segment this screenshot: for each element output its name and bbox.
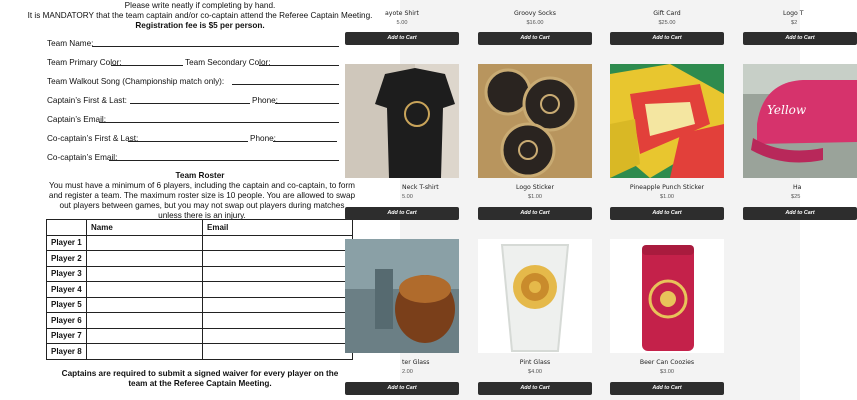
registration-form [0,0,400,400]
coozie-icon[interactable] [610,239,724,353]
player-email-cell[interactable] [203,266,353,282]
player-label: Player 1 [47,235,87,251]
add-to-cart-button[interactable]: Add to Cart [610,32,724,45]
roster-instructions: You must have a minimum of 6 players, including the captain and co-captain, to form and register a team. The maximum roster size is 10 people. You are allowed to swap out players between games, but you may not swap out players during matches unless there is an injury. [48,181,356,220]
captain-email-label: Captain’s Email: [47,115,107,124]
product-price: 5.00 [396,20,408,26]
roster-title: Team Roster [175,171,225,180]
pineapple-sticker-icon[interactable] [610,64,724,178]
cocaptain-phone-label: Phone: [250,134,276,143]
player-name-cell[interactable] [87,344,203,360]
add-to-cart-button[interactable]: Add to Cart [743,207,857,220]
player-name-cell[interactable] [87,297,203,313]
tshirt-icon[interactable] [345,64,459,178]
cocaptain-email-label: Co-captain’s Email: [47,153,118,162]
add-to-cart-button[interactable]: Add to Cart [478,382,592,395]
player-label: Player 5 [47,297,87,313]
product-name: Groovy Socks [514,10,556,17]
team-name-label: Team Name: [47,39,94,48]
add-to-cart-button[interactable]: Add to Cart [345,382,459,395]
add-to-cart-button[interactable]: Add to Cart [610,382,724,395]
add-to-cart-button[interactable]: Add to Cart [743,32,857,45]
player-email-cell[interactable] [203,251,353,267]
table-row [47,313,353,329]
product-name: Logo Sticker [516,184,554,191]
captain-phone-line[interactable] [275,103,339,104]
product-price: $25.00 [658,20,676,26]
add-to-cart-button[interactable]: Add to Cart [478,207,592,220]
player-name-cell[interactable] [87,235,203,251]
product-name: Pineapple Punch Sticker [629,184,705,191]
product-price: $16.00 [526,20,544,26]
waiver-note: Captains are required to submit a signed waiver for every player on the team at the Referee Captain Meeting. [61,369,339,388]
player-email-cell[interactable] [203,313,353,329]
captain-name-line[interactable] [130,103,250,104]
table-row [47,282,353,298]
roster-header-email: Email [203,220,353,236]
cocaptain-name-line[interactable] [128,141,248,142]
table-row [47,266,353,282]
primary-color-label: Team Primary Color: [47,58,122,67]
secondary-color-line[interactable] [259,65,339,66]
instruction-neatly: Please write neatly if completing by hand. [124,1,276,10]
cocaptain-phone-line[interactable] [273,141,337,142]
captain-phone-label: Phone: [252,96,278,105]
player-name-cell[interactable] [87,251,203,267]
table-row [47,297,353,313]
cocaptain-email-line[interactable] [109,160,339,161]
player-email-cell[interactable] [203,282,353,298]
logo-sticker-icon[interactable] [478,64,592,178]
snifter-glass-icon[interactable] [345,239,459,353]
product-name: ayote Shirt [385,10,419,17]
instruction-mandatory: It is MANDATORY that the team captain and/or co-captain attend the Referee Captain Meeting. [27,11,373,20]
player-name-cell[interactable] [87,313,203,329]
table-row [47,251,353,267]
product-price: 5.00 [402,194,413,200]
product-price: $1.00 [660,194,674,200]
player-email-cell[interactable] [203,235,353,251]
merch-shop-grid [385,0,815,400]
roster-header-empty [47,220,87,236]
roster-header-row [47,220,353,236]
product-name: ter Glass [402,359,430,366]
add-to-cart-button[interactable]: Add to Cart [610,207,724,220]
captain-name-label: Captain’s First & Last: [47,96,127,105]
product-price: 2.00 [402,369,413,375]
add-to-cart-button[interactable]: Add to Cart [478,32,592,45]
product-price: $2 [791,20,798,26]
add-to-cart-button[interactable]: Add to Cart [345,207,459,220]
cocaptain-name-label: Co-captain’s First & Last: [47,134,139,143]
table-row [47,235,353,251]
product-name: Pint Glass [519,359,551,366]
product-price: $3.00 [660,369,674,375]
team-name-line[interactable] [92,46,339,47]
secondary-color-label: Team Secondary Color: [185,58,271,67]
hat-icon[interactable] [743,64,857,178]
player-label: Player 4 [47,282,87,298]
walkout-song-line[interactable] [232,84,339,85]
product-price: $1.00 [528,194,542,200]
product-name: Beer Can Coozies [639,359,695,366]
table-row [47,328,353,344]
product-price: $4.00 [528,369,542,375]
product-name: Gift Card [653,10,681,17]
product-price: $25 [791,194,801,200]
player-label: Player 3 [47,266,87,282]
product-name: Logo T [783,10,804,17]
table-row [47,344,353,360]
registration-fee: Registration fee is $5 per person. [135,21,265,30]
primary-color-line[interactable] [111,65,183,66]
player-label: Player 7 [47,328,87,344]
player-email-cell[interactable] [203,297,353,313]
svg-text:Yellow: Yellow [767,103,807,117]
pint-glass-icon[interactable] [478,239,592,353]
add-to-cart-button[interactable]: Add to Cart [345,32,459,45]
player-name-cell[interactable] [87,266,203,282]
roster-header-name: Name [87,220,203,236]
player-name-cell[interactable] [87,328,203,344]
product-name: Neck T-shirt [402,184,439,191]
player-label: Player 2 [47,251,87,267]
player-name-cell[interactable] [87,282,203,298]
player-label: Player 6 [47,313,87,329]
player-email-cell[interactable] [203,344,353,360]
walkout-song-label: Team Walkout Song (Championship match only): [47,77,225,86]
product-name: Ha [793,184,802,191]
captain-email-line[interactable] [99,122,339,123]
player-label: Player 8 [47,344,87,360]
roster-table [46,219,353,360]
player-email-cell[interactable] [203,328,353,344]
